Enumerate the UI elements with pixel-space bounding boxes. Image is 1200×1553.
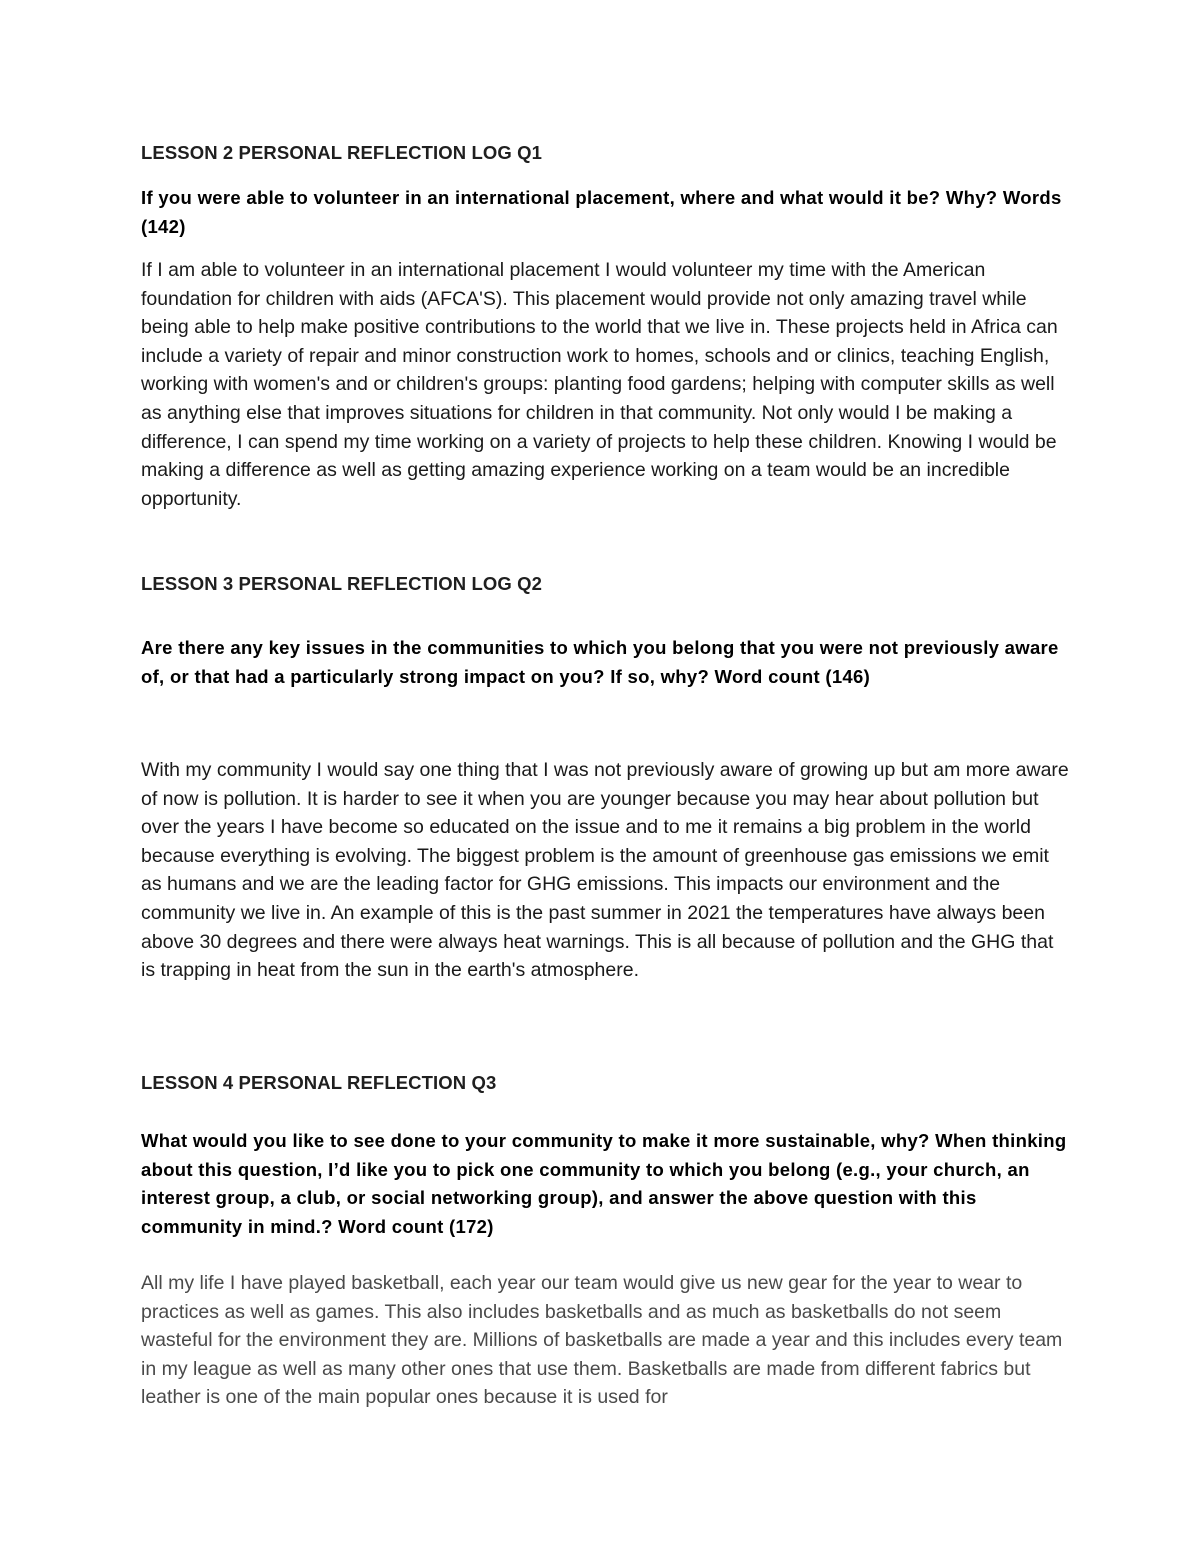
section-2-answer: With my community I would say one thing that I was not previously aware of growing up but am more aware of now is pollution. It is harder to see it when you are younger because you may hear about pollution but over the years I have become so educated on the issue and to me it remains a big problem in the world because everything is evolving. The biggest problem is the amount of greenhouse gas emissions we emit as humans and we are the leading factor for GHG emissions. This impacts our environment and the community we live in. An example of this is the past summer in 2021 the temperatures have always been above 30 degrees and there were always heat warnings. This is all because of pollution and the GHG that is trapping in heat from the sun in the earth's atmosphere. <box>141 759 1069 982</box>
section-1-question: If you were able to volunteer in an international placement, where and what would it be? Why? Words (142) <box>141 187 1062 237</box>
section-3-answer: All my life I have played basketball, each year our team would give us new gear for the year to wear to practices as well as games. This also includes basketballs and as much as basketballs do not seem wasteful for the environment they are. Millions of basketballs are made a year and this includes every team in my league as well as many other ones that use them. Basketballs are made from different fabrics but leather is one of the main popular ones because it is used for <box>141 1272 1063 1409</box>
section-2-question: Are there any key issues in the communities to which you belong that you were not previously aware of, or that had a particularly strong impact on you? If so, why? Word count (146) <box>141 637 1059 687</box>
section-2-heading: LESSON 3 PERSONAL REFLECTION LOG Q2 <box>141 573 542 594</box>
section-1-heading: LESSON 2 PERSONAL REFLECTION LOG Q1 <box>141 142 542 163</box>
section-1-answer: If I am able to volunteer in an international placement I would volunteer my time with the American foundation for children with aids (AFCA'S). This placement would provide not only amazing travel while being able to help make positive contributions to the world that we live in. These projects held in Africa can include a variety of repair and minor construction work to homes, schools and or clinics, teaching English, working with women's and or children's groups: planting food gardens; helping with computer skills as well as anything else that improves situations for children in that community. Not only would I be making a difference, I can spend my time working on a variety of projects to help these children. Knowing I would be making a difference as well as getting amazing experience working on a team would be an incredible opportunity. <box>141 259 1058 510</box>
section-3-question: What would you like to see done to your community to make it more sustainable, why? When thinking about this question, I’d like you to pick one community to which you belong (e.g., your church, an interest group, a club, or social networking group), and answer the above question with this community in mind.? Word count (172) <box>141 1130 1067 1237</box>
section-3-heading: LESSON 4 PERSONAL REFLECTION Q3 <box>141 1072 497 1093</box>
